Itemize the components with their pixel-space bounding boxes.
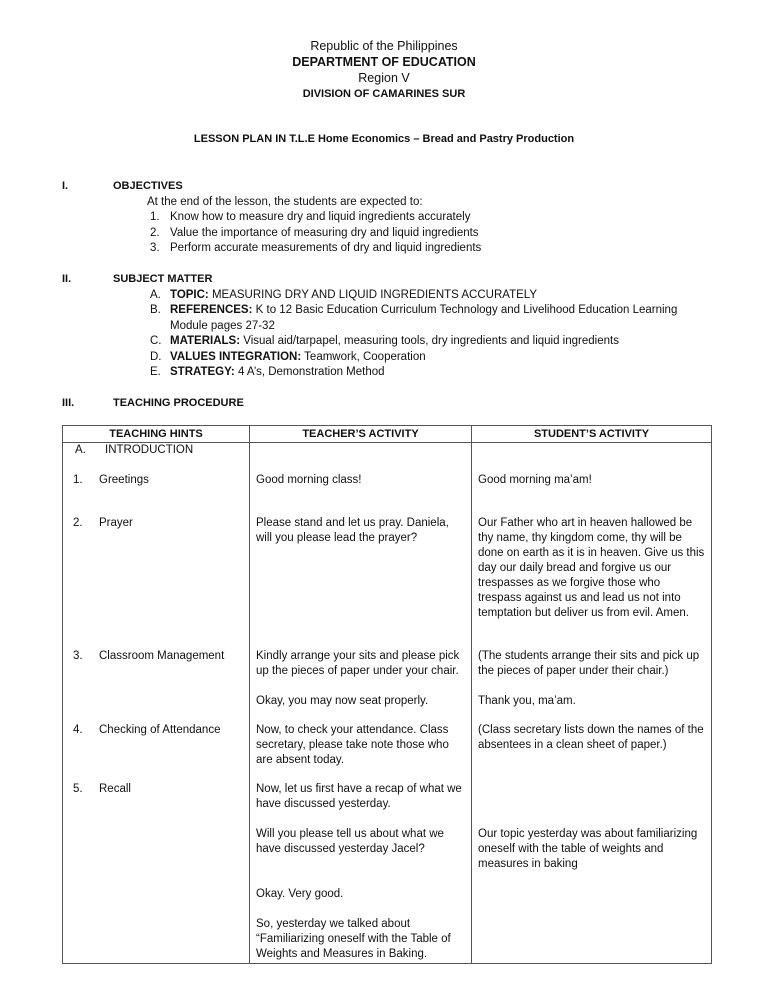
teacher-prayer: Please stand and let us pray. Daniela, will you please lead the prayer? [256, 517, 449, 544]
item-text: K to 12 Basic Education Curriculum Technology and Livelihood Education Learning Module pages 27-32 [170, 304, 678, 332]
item-number: 1. [73, 474, 83, 486]
procedure-section [62, 396, 722, 412]
objectives-section [62, 179, 722, 259]
section-number: III. [62, 397, 75, 409]
item-text: Prayer [99, 517, 133, 529]
lesson-plan-title: LESSON PLAN IN T.L.E Home Economics – Bread and Pastry Production [193, 133, 575, 145]
teacher-recall: Now, let us first have a recap of what we have discussed yesterday. [256, 783, 462, 810]
document-header [0, 38, 768, 102]
table-row [63, 621, 712, 709]
teacher-recall-3: Okay. Very good. [256, 888, 344, 900]
item-text: Value the importance of measuring dry and liquid ingredients [170, 226, 479, 239]
table-row [63, 709, 712, 768]
item-number: 2. [73, 517, 83, 529]
student-attendance: (Class secretary lists down the names of the absentees in a clean sheet of paper.) [478, 724, 704, 751]
header-department: DEPARTMENT OF EDUCATION [292, 55, 476, 69]
item-text: Greetings [99, 474, 149, 486]
hint-recall [73, 782, 243, 797]
item-text: Know how to measure dry and liquid ingredients accurately [170, 211, 471, 223]
subject-item-strategy [150, 365, 710, 381]
item-letter: A. [75, 444, 86, 456]
subject-matter-section [62, 272, 722, 382]
item-number: 3. [73, 650, 83, 662]
item-label: VALUES INTEGRATION: [170, 350, 302, 363]
section-heading: OBJECTIVES [113, 180, 183, 192]
introduction-hint [63, 443, 243, 458]
student-classroom-2: Thank you, ma’am. [478, 695, 576, 707]
item-text: INTRODUCTION [105, 444, 194, 456]
objective-item [150, 241, 481, 257]
header-division: DIVISION OF CAMARINES SUR [302, 88, 466, 100]
student-classroom: (The students arrange their sits and pick up the pieces of paper under their chair.) [478, 650, 700, 677]
item-letter: D. [150, 350, 162, 363]
item-letter: E. [150, 366, 161, 378]
item-text: Visual aid/tarpapel, measuring tools, dry ingredients and liquid ingredients [240, 335, 619, 347]
item-number: 5. [73, 783, 83, 795]
table-header-row [63, 426, 712, 443]
item-number: 1. [150, 211, 160, 223]
item-number: 4. [73, 724, 83, 736]
column-header-teaching-hints: TEACHING HINTS [63, 426, 250, 443]
teacher-attendance: Now, to check your attendance. Class secretary, please take note those who are absent today. [256, 724, 449, 766]
table-row [63, 768, 712, 964]
teacher-classroom-2: Okay, you may now seat properly. [256, 695, 429, 707]
hint-classroom-management [73, 649, 243, 664]
objectives-list [150, 210, 481, 257]
item-label: STRATEGY: [170, 366, 235, 378]
item-number: 2. [150, 226, 160, 239]
section-number: II. [62, 273, 72, 285]
teacher-recall-2: Will you please tell us about what we have discussed yesterday Jacel? [256, 828, 444, 855]
subject-matter-list [150, 288, 710, 381]
item-letter: C. [150, 335, 162, 347]
subject-item-topic [150, 288, 710, 304]
item-label: TOPIC: [170, 288, 209, 301]
table-row [63, 443, 712, 489]
hint-attendance [73, 723, 243, 738]
item-label: MATERIALS: [170, 335, 241, 347]
subject-item-references [150, 303, 710, 334]
hint-greetings [73, 473, 243, 488]
item-text: 4 A’s, Demonstration Method [234, 366, 385, 378]
item-number: 3. [150, 242, 160, 254]
student-prayer: Our Father who art in heaven hallowed be thy name, thy kingdom come, thy will be done on earth as it is in heaven. Give us this day our daily bread and forgive us our trespasses as we forgive those who trespass against us and lead us not into temptation but deliver us from evil. Amen. [478, 517, 705, 619]
teacher-classroom: Kindly arrange your sits and please pick up the pieces of paper under your chair. [256, 650, 460, 677]
section-number: I. [62, 180, 69, 192]
item-text: MEASURING DRY AND LIQUID INGREDIENTS ACCURATELY [208, 288, 538, 301]
item-text: Recall [99, 783, 131, 795]
header-republic: Republic of the Philippines [310, 39, 458, 53]
section-heading: SUBJECT MATTER [113, 273, 213, 285]
teaching-procedure-table [62, 425, 712, 964]
item-text: Teamwork, Cooperation [301, 350, 426, 363]
item-text: Classroom Management [99, 650, 225, 662]
section-heading: TEACHING PROCEDURE [113, 397, 244, 409]
table-row [63, 488, 712, 621]
item-letter: B. [150, 304, 161, 316]
subject-item-values [150, 350, 710, 366]
student-greeting: Good morning ma’am! [478, 474, 592, 486]
item-text: Checking of Attendance [99, 724, 221, 736]
hint-prayer [73, 516, 243, 531]
column-header-teachers-activity: TEACHER’S ACTIVITY [250, 426, 472, 443]
item-text: Perform accurate measurements of dry and liquid ingredients [170, 242, 482, 254]
objectives-intro: At the end of the lesson, the students are expected to: [147, 195, 423, 208]
teacher-recall-4: So, yesterday we talked about “Familiarizing oneself with the Table of Weights and Measures in Baking. [256, 918, 451, 960]
student-recall: Our topic yesterday was about familiarizing oneself with the table of weights and measures in baking [478, 828, 698, 870]
objective-item [150, 226, 481, 242]
objective-item [150, 210, 481, 226]
subject-item-materials [150, 334, 710, 350]
item-label: REFERENCES: [170, 304, 253, 316]
column-header-students-activity: STUDENT’S ACTIVITY [472, 426, 712, 443]
teacher-greeting: Good morning class! [256, 474, 362, 486]
item-letter: A. [150, 288, 161, 301]
header-region: Region V [358, 71, 410, 85]
